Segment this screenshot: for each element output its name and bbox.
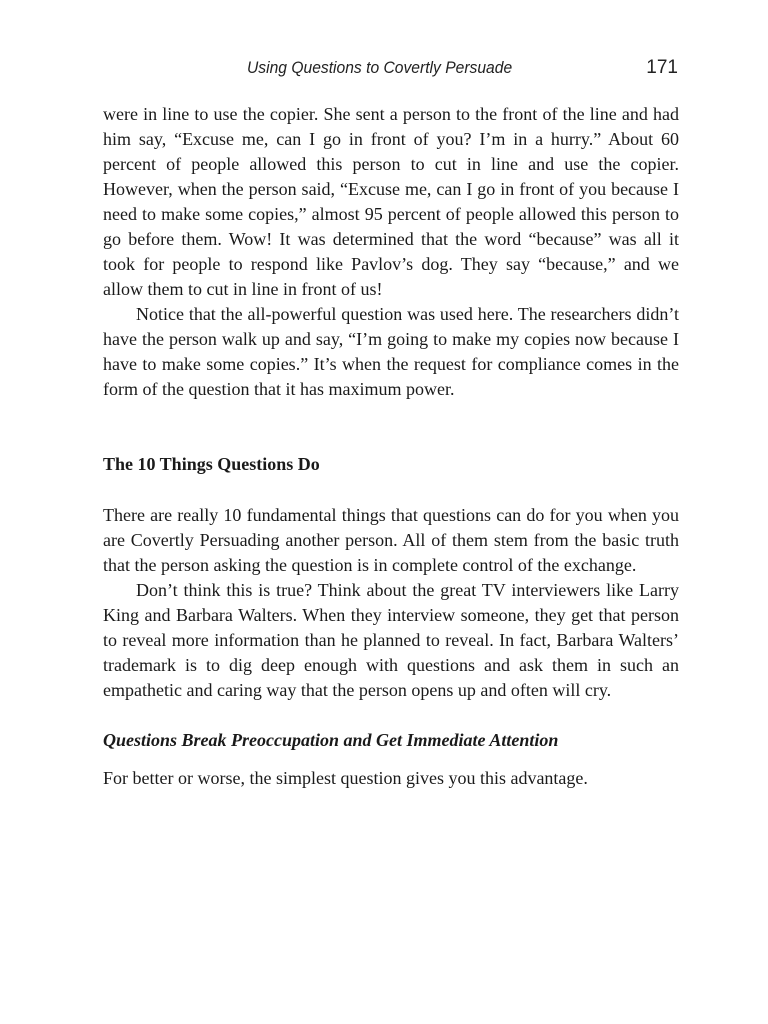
paragraph-continued: were in line to use the copier. She sent a person to the front of the line and had him say, “Excuse me, can I go in front of you? I’m in a hurry.” About 60 percent of people allowed this person to cut in line and use the copier. However, when the person said, “Excuse me, can I go in front of you because I need to make some copies,” almost 95 percent of people allowed this person to go before them. Wow! It was determined that the word “because” was all it took for people to respond like Pavlov’s dog. They say “because,” and we allow them to cut in line in front of us! [103,104,679,299]
paragraph-interviewers: Don’t think this is true? Think about the great TV interviewers like Larry King and Barbara Walters. When they interview someone, they get that person to reveal more information than he planned to reveal. In fact, Barbara Walters’ trademark is to dig deep enough with questions and ask them in such an empathetic and caring way that the person opens up and often will cry. [103,580,679,700]
page-body [103,102,679,791]
paragraph-notice: Notice that the all-powerful question was used here. The researchers didn’t have the person walk up and say, “I’m going to make my copies now because I have to make some copies.” It’s when the request for compliance comes in the form of the question that it has maximum power. [103,304,679,399]
page-number: 171 [646,57,678,78]
subsection-heading: Questions Break Preoccupation and Get Immediate Attention [103,730,559,750]
paragraph-advantage: For better or worse, the simplest question gives you this advantage. [103,768,588,788]
running-head-title: Using Questions to Covertly Persuade [247,58,513,77]
section-heading: The 10 Things Questions Do [103,454,320,474]
paragraph-fundamental-things: There are really 10 fundamental things that questions can do for you when you are Covertly Persuading another person. All of them stem from the basic truth that the person asking the question is in complete control of the exchange. [103,505,679,575]
